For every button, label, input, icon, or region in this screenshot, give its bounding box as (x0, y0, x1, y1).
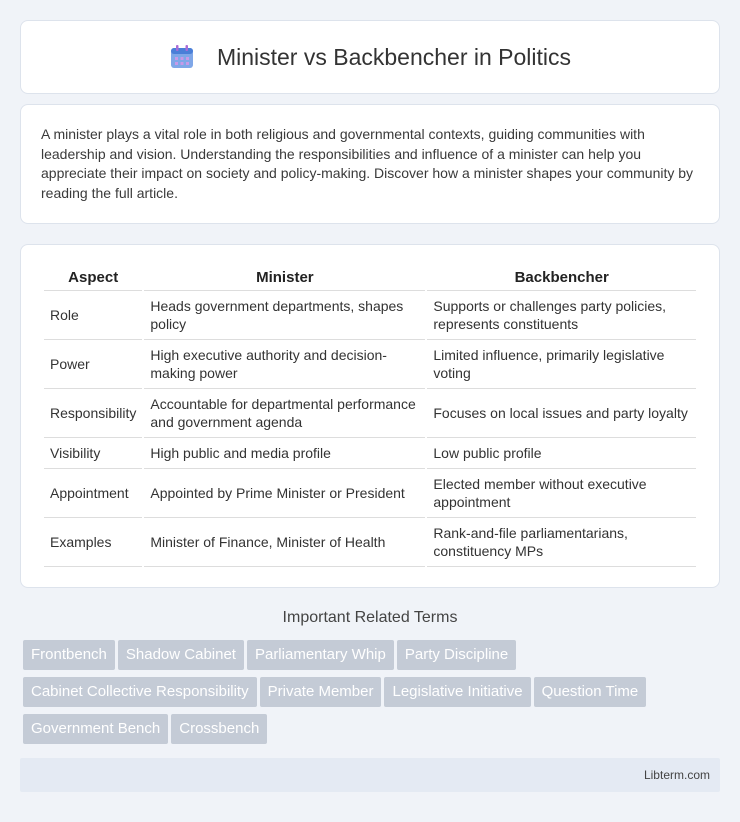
table-row (44, 340, 696, 389)
related-term-tag[interactable]: Private Member (260, 677, 382, 707)
comparison-card (20, 244, 720, 588)
related-term-tag[interactable]: Question Time (534, 677, 647, 707)
row-backbencher: Limited influence, primarily legislative voting (427, 340, 696, 389)
header-minister: Minister (144, 263, 425, 291)
related-terms-title: Important Related Terms (282, 609, 458, 626)
row-backbencher: Elected member without executive appointment (427, 469, 696, 518)
header-card (20, 20, 720, 94)
intro-text: A minister plays a vital role in both religious and governmental contexts, guiding communities with leadership and vision. Understanding the responsibilities and influence of a minister can help you appreciate their impact on society and policy-making. Discover how a minister shapes your community by reading the full article. (41, 126, 694, 201)
row-minister: Heads government departments, shapes policy (144, 291, 425, 340)
row-aspect: Examples (44, 518, 142, 567)
row-minister: Appointed by Prime Minister or President (144, 469, 425, 518)
related-term-tag[interactable]: Frontbench (23, 640, 115, 670)
table-row (44, 469, 696, 518)
table-row (44, 291, 696, 340)
row-minister: Minister of Finance, Minister of Health (144, 518, 425, 567)
intro-card (20, 104, 720, 224)
footer-site-link[interactable]: Libterm.com (643, 768, 710, 782)
header-aspect: Aspect (44, 263, 142, 291)
row-aspect: Responsibility (44, 389, 142, 438)
row-minister: High executive authority and decision-making power (144, 340, 425, 389)
row-backbencher: Focuses on local issues and party loyalty (427, 389, 696, 438)
row-aspect: Role (44, 291, 142, 340)
comparison-table (42, 263, 698, 567)
table-row (44, 389, 696, 438)
page-title: Minister vs Backbencher in Politics (216, 43, 572, 70)
row-minister: High public and media profile (144, 438, 425, 469)
related-term-tag[interactable]: Legislative Initiative (384, 677, 530, 707)
table-row (44, 438, 696, 469)
related-term-tag[interactable]: Party Discipline (397, 640, 516, 670)
row-aspect: Visibility (44, 438, 142, 469)
related-term-tag[interactable]: Crossbench (171, 714, 267, 744)
table-header-row (44, 263, 696, 291)
calendar-icon (169, 44, 195, 70)
row-backbencher: Low public profile (427, 438, 696, 469)
row-backbencher: Rank-and-file parliamentarians, constituency MPs (427, 518, 696, 567)
row-aspect: Appointment (44, 469, 142, 518)
table-row (44, 518, 696, 567)
related-term-tag[interactable]: Shadow Cabinet (118, 640, 244, 670)
related-term-tag[interactable]: Government Bench (23, 714, 168, 744)
related-terms-list (23, 640, 723, 751)
row-minister: Accountable for departmental performance and government agenda (144, 389, 425, 438)
row-aspect: Power (44, 340, 142, 389)
related-term-tag[interactable]: Cabinet Collective Responsibility (23, 677, 257, 707)
header-backbencher: Backbencher (427, 263, 696, 291)
related-term-tag[interactable]: Parliamentary Whip (247, 640, 394, 670)
row-backbencher: Supports or challenges party policies, represents constituents (427, 291, 696, 340)
footer (20, 758, 720, 792)
